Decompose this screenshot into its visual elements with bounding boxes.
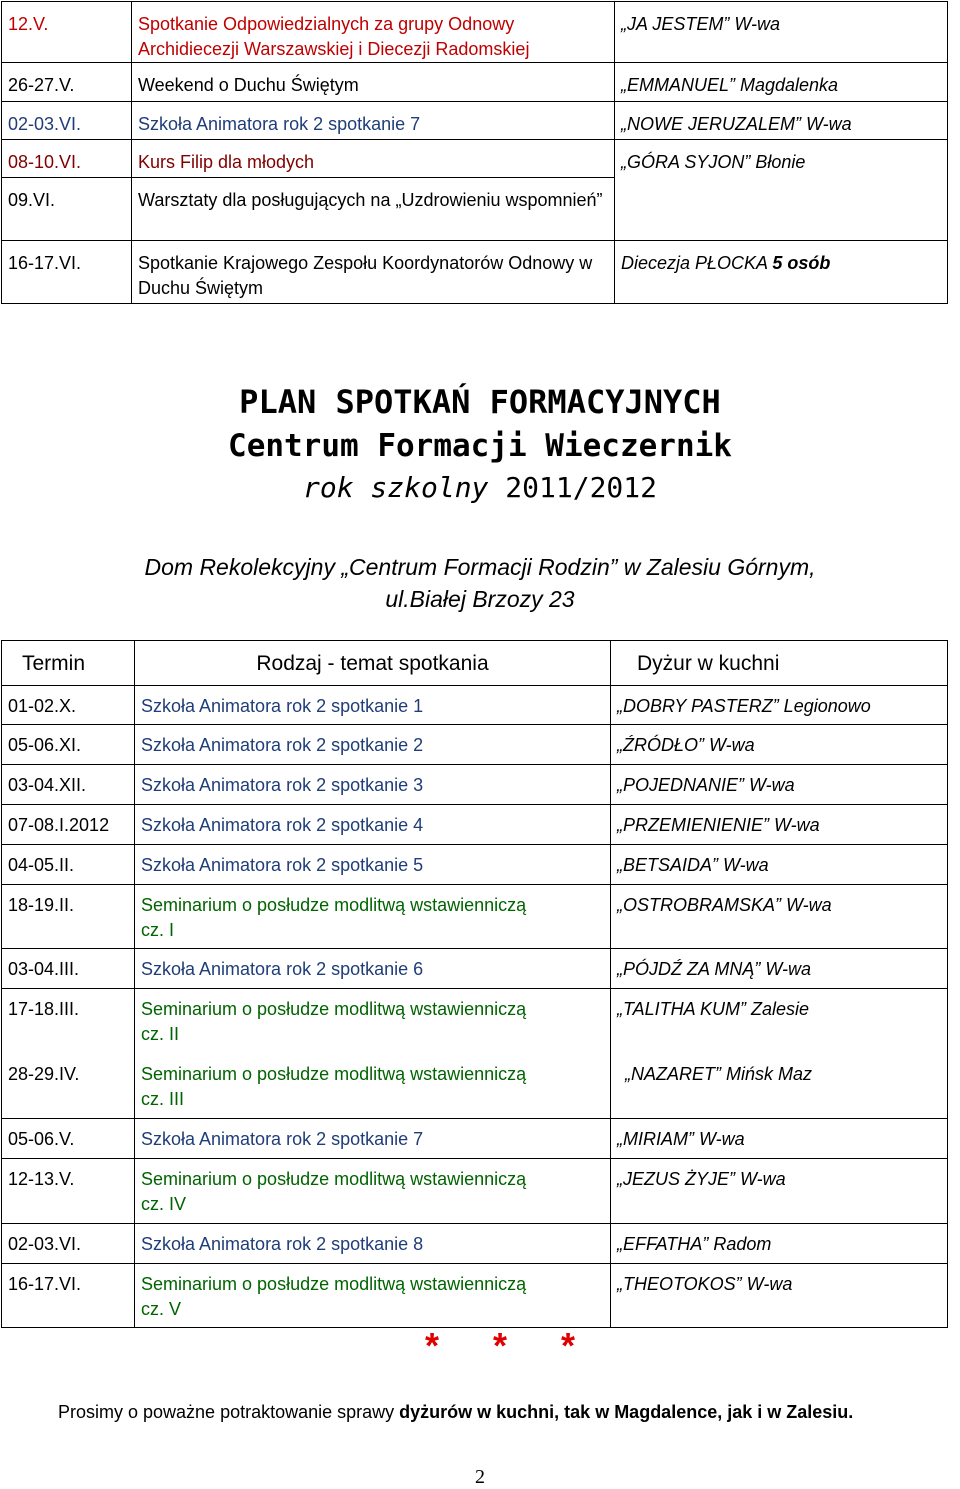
- duty-cell: „ŹRÓDŁO” W-wa: [611, 725, 948, 765]
- kitchen-duty-note: [58, 1402, 853, 1423]
- note-bold: dyżurów w kuchni, tak w Magdalence, jak i w Zalesiu.: [399, 1402, 854, 1422]
- event-cell: Kurs Filip dla młodych: [132, 140, 615, 178]
- date-cell: 16-17.VI.: [2, 1264, 135, 1328]
- event-cell: Warsztaty dla posługujących na „Uzdrowieniu wspomnień”: [132, 178, 615, 241]
- school-year-years: 2011/2012: [505, 471, 657, 504]
- location-line-2: ul.Białej Brzozy 23: [385, 586, 575, 612]
- event-cell: Spotkanie Krajowego Zespołu Koordynatorów Odnowy w Duchu Świętym: [132, 241, 615, 304]
- duty-cell: „NAZARET” Mińsk Maz: [611, 1054, 948, 1119]
- duty-cell: „JA JESTEM” W-wa: [615, 2, 948, 63]
- event-cell: Szkoła Animatora rok 2 spotkanie 8: [135, 1224, 611, 1264]
- duty-cell: „PÓJDŹ ZA MNĄ” W-wa: [611, 949, 948, 989]
- event-cell: Spotkanie Odpowiedzialnych za grupy Odnowy Archidiecezji Warszawskiej i Diecezji Radomskiej: [132, 2, 615, 63]
- top-schedule-table: [1, 1, 948, 304]
- date-cell: 18-19.II.: [2, 885, 135, 949]
- date-cell: 17-18.III.: [2, 989, 135, 1054]
- table-row: [2, 725, 948, 765]
- duty-cell: „EFFATHA” Radom: [611, 1224, 948, 1264]
- duty-text: Diecezja PŁOCKA: [621, 253, 768, 273]
- date-cell: 09.VI.: [2, 178, 132, 241]
- table-row: [2, 949, 948, 989]
- school-year-prefix: rok szkolny: [302, 471, 489, 504]
- table-row: [2, 686, 948, 725]
- table-row: [2, 102, 948, 140]
- date-cell: 03-04.III.: [2, 949, 135, 989]
- table-row: [2, 63, 948, 102]
- duty-cell: „JEZUS ŻYJE” W-wa: [611, 1159, 948, 1224]
- table-row: [2, 241, 948, 304]
- date-cell: 16-17.VI.: [2, 241, 132, 304]
- date-cell: 05-06.XI.: [2, 725, 135, 765]
- decorative-stars: * * *: [425, 1325, 598, 1366]
- header-termin: Termin: [2, 641, 135, 686]
- table-row: [2, 1119, 948, 1159]
- event-cell: Weekend o Duchu Świętym: [132, 63, 615, 102]
- table-row: [2, 1054, 948, 1119]
- event-cell: Seminarium o posłudze modlitwą wstawienniczą cz. III: [135, 1054, 611, 1119]
- duty-cell: [615, 241, 948, 304]
- date-cell: 03-04.XII.: [2, 765, 135, 805]
- table-row: [2, 2, 948, 63]
- plan-title: PLAN SPOTKAŃ FORMACYJNYCH: [239, 383, 721, 421]
- event-cell: Szkoła Animatora rok 2 spotkanie 5: [135, 845, 611, 885]
- table-row: [2, 765, 948, 805]
- table-header-row: [2, 641, 948, 686]
- date-cell: 02-03.VI.: [2, 1224, 135, 1264]
- date-cell: 02-03.VI.: [2, 102, 132, 140]
- event-cell: Szkoła Animatora rok 2 spotkanie 7: [135, 1119, 611, 1159]
- duty-cell: „PRZEMIENIENIE” W-wa: [611, 805, 948, 845]
- duty-cell: „TALITHA KUM” Zalesie: [611, 989, 948, 1054]
- date-cell: 12.V.: [2, 2, 132, 63]
- duty-cell: „POJEDNANIE” W-wa: [611, 765, 948, 805]
- table-row: [2, 1264, 948, 1328]
- date-cell: 12-13.V.: [2, 1159, 135, 1224]
- header-dyzur: Dyżur w kuchni: [611, 641, 948, 686]
- duty-cell: „GÓRA SYJON” Błonie: [615, 140, 948, 241]
- note-prefix: Prosimy o poważne potraktowanie sprawy: [58, 1402, 400, 1422]
- duty-cell: „DOBRY PASTERZ” Legionowo: [611, 686, 948, 725]
- event-cell: Szkoła Animatora rok 2 spotkanie 1: [135, 686, 611, 725]
- duty-extra: 5 osób: [772, 253, 831, 273]
- date-cell: 28-29.IV.: [2, 1054, 135, 1119]
- table-row: [2, 1159, 948, 1224]
- table-row: [2, 1224, 948, 1264]
- duty-cell: „BETSAIDA” W-wa: [611, 845, 948, 885]
- school-year: [0, 472, 960, 504]
- table-row: [2, 885, 948, 949]
- event-cell: Seminarium o posłudze modlitwą wstawienniczą cz. I: [135, 885, 611, 949]
- location-line-1: Dom Rekolekcyjny „Centrum Formacji Rodzin” w Zalesiu Górnym,: [144, 554, 816, 580]
- table-row: [2, 845, 948, 885]
- event-cell: Seminarium o posłudze modlitwą wstawienniczą cz. V: [135, 1264, 611, 1328]
- page-number: 2: [475, 1466, 485, 1488]
- header-rodzaj: Rodzaj - temat spotkania: [135, 641, 611, 686]
- date-cell: 07-08.I.2012: [2, 805, 135, 845]
- duty-cell: „NOWE JERUZALEM” W-wa: [615, 102, 948, 140]
- event-cell: Seminarium o posłudze modlitwą wstawienniczą cz. IV: [135, 1159, 611, 1224]
- duty-cell: „THEOTOKOS” W-wa: [611, 1264, 948, 1328]
- date-cell: 08-10.VI.: [2, 140, 132, 178]
- duty-cell: „EMMANUEL” Magdalenka: [615, 63, 948, 102]
- event-cell: Szkoła Animatora rok 2 spotkanie 3: [135, 765, 611, 805]
- event-cell: Szkoła Animatora rok 2 spotkanie 2: [135, 725, 611, 765]
- event-cell: Szkoła Animatora rok 2 spotkanie 6: [135, 949, 611, 989]
- formation-schedule-table: [1, 640, 948, 1328]
- event-cell: Seminarium o posłudze modlitwą wstawienniczą cz. II: [135, 989, 611, 1054]
- table-row: [2, 805, 948, 845]
- date-cell: 04-05.II.: [2, 845, 135, 885]
- date-cell: 01-02.X.: [2, 686, 135, 725]
- event-cell: Szkoła Animatora rok 2 spotkanie 7: [132, 102, 615, 140]
- event-cell: Szkoła Animatora rok 2 spotkanie 4: [135, 805, 611, 845]
- table-row: [2, 989, 948, 1054]
- date-cell: 26-27.V.: [2, 63, 132, 102]
- center-title: Centrum Formacji Wieczernik: [228, 428, 732, 464]
- duty-cell: „MIRIAM” W-wa: [611, 1119, 948, 1159]
- date-cell: 05-06.V.: [2, 1119, 135, 1159]
- table-row: [2, 140, 948, 178]
- duty-cell: „OSTROBRAMSKA” W-wa: [611, 885, 948, 949]
